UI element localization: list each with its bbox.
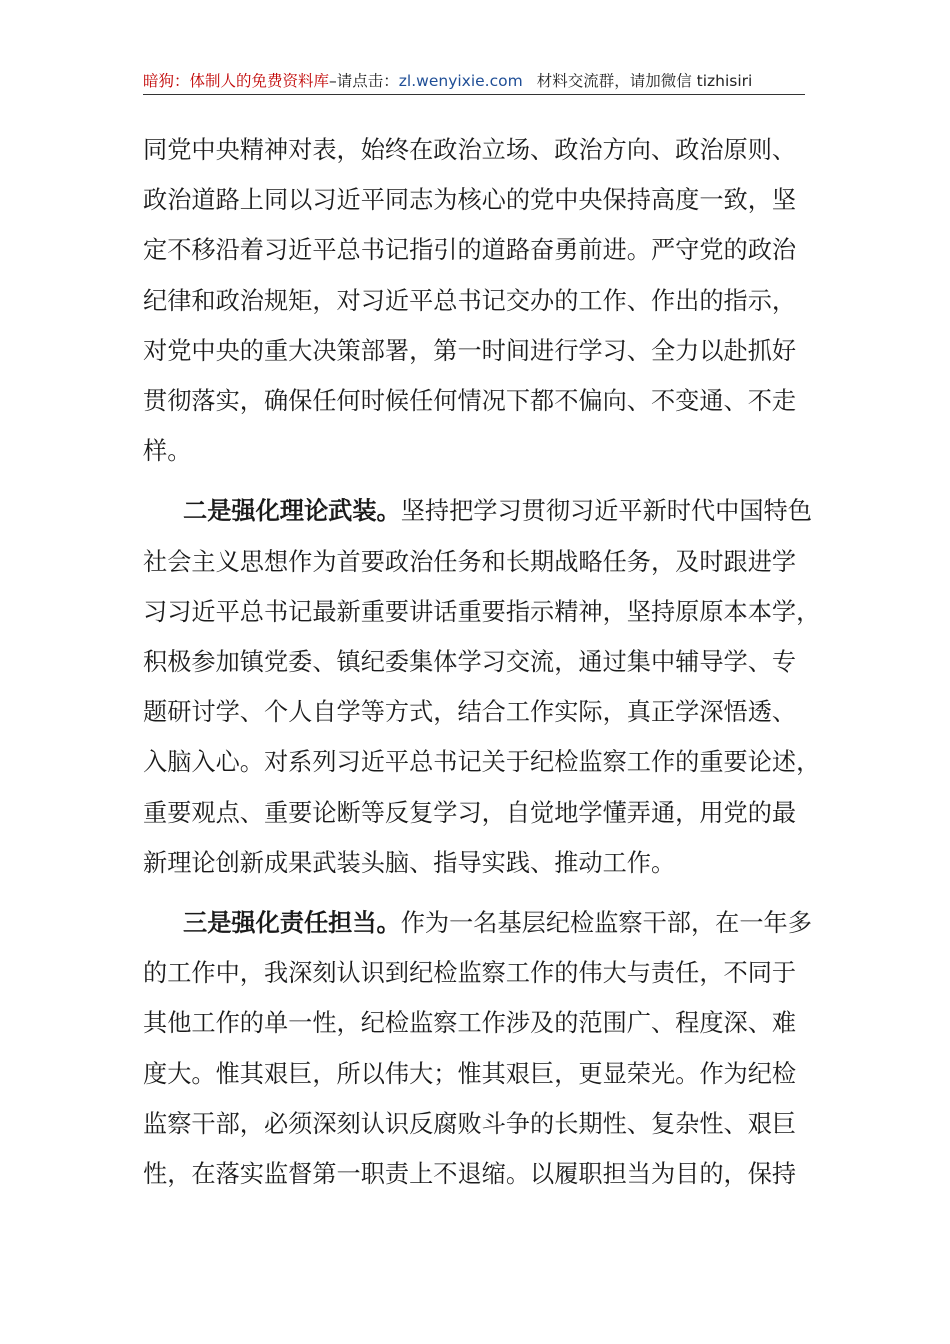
text-line: 对党中央的重大决策部署，第一时间进行学习、全力以赴抓好	[143, 336, 797, 365]
document-body	[143, 125, 821, 1199]
paragraph-1	[143, 125, 807, 476]
header-url-link[interactable]: zl.wenyixie.com	[398, 72, 523, 90]
text-span: 作为一名基层纪检监察干部，在一年多	[400, 909, 812, 938]
text-line: 同党中央精神对表，始终在政治立场、政治方向、政治原则、	[143, 136, 797, 164]
header-brand: 暗狗：体制人的免费资料库	[143, 72, 330, 90]
header-click-prompt: –请点击：	[329, 72, 399, 90]
text-line: 社会主义思想作为首要政治任务和长期战略任务，及时跟进学	[143, 547, 797, 576]
paragraph-first-line	[143, 898, 812, 948]
paragraph-heading: 二是强化理论武装。	[183, 497, 401, 526]
text-line: 纪律和政治规矩，对习近平总书记交办的工作、作出的指示，	[143, 286, 797, 315]
text-line: 定不移沿着习近平总书记指引的道路奋勇前进。严守党的政治	[143, 236, 797, 265]
text-line: 积极参加镇党委、镇纪委集体学习交流，通过集中辅导学、专	[143, 648, 797, 677]
text-line: 重要观点、重要论断等反复学习，自觉地学懂弄通，用党的最	[143, 798, 797, 827]
text-line: 入脑入心。对系列习近平总书记关于纪检监察工作的重要论述，	[143, 748, 821, 777]
text-line: 性，在落实监督第一职责上不退缩。以履职担当为目的，保持	[143, 1160, 797, 1189]
text-line: 习习近平总书记最新重要讲话重要指示精神，坚持原原本本学，	[143, 597, 821, 626]
text-line: 贯彻落实，确保任何时候任何情况下都不偏向、不变通、不走	[143, 387, 797, 416]
text-line: 其他工作的单一性，纪检监察工作涉及的范围广、程度深、难	[143, 1009, 797, 1038]
paragraph-3	[143, 898, 812, 1199]
text-line: 的工作中，我深刻认识到纪检监察工作的伟大与责任，不同于	[143, 959, 797, 988]
text-span: 坚持把学习贯彻习近平新时代中国特色	[400, 497, 812, 526]
text-line: 题研讨学、个人自学等方式，结合工作实际，真正学深悟透、	[143, 698, 797, 727]
text-line: 监察干部，必须深刻认识反腐败斗争的长期性、复杂性、艰巨	[143, 1109, 797, 1138]
text-line: 新理论创新成果武装头脑、指导实践、推动工作。	[143, 848, 676, 877]
text-line: 度大。惟其艰巨，所以伟大；惟其艰巨，更显荣光。作为纪检	[143, 1059, 797, 1088]
text-line: 样。	[143, 437, 192, 466]
text-line: 政治道路上同以习近平同志为核心的党中央保持高度一致，坚	[143, 186, 797, 215]
page-header	[143, 68, 805, 95]
paragraph-2	[143, 486, 821, 888]
header-wechat-note: 材料交流群，请加微信 tizhisiri	[536, 72, 753, 90]
paragraph-first-line	[143, 486, 812, 536]
paragraph-heading: 三是强化责任担当。	[183, 909, 401, 938]
